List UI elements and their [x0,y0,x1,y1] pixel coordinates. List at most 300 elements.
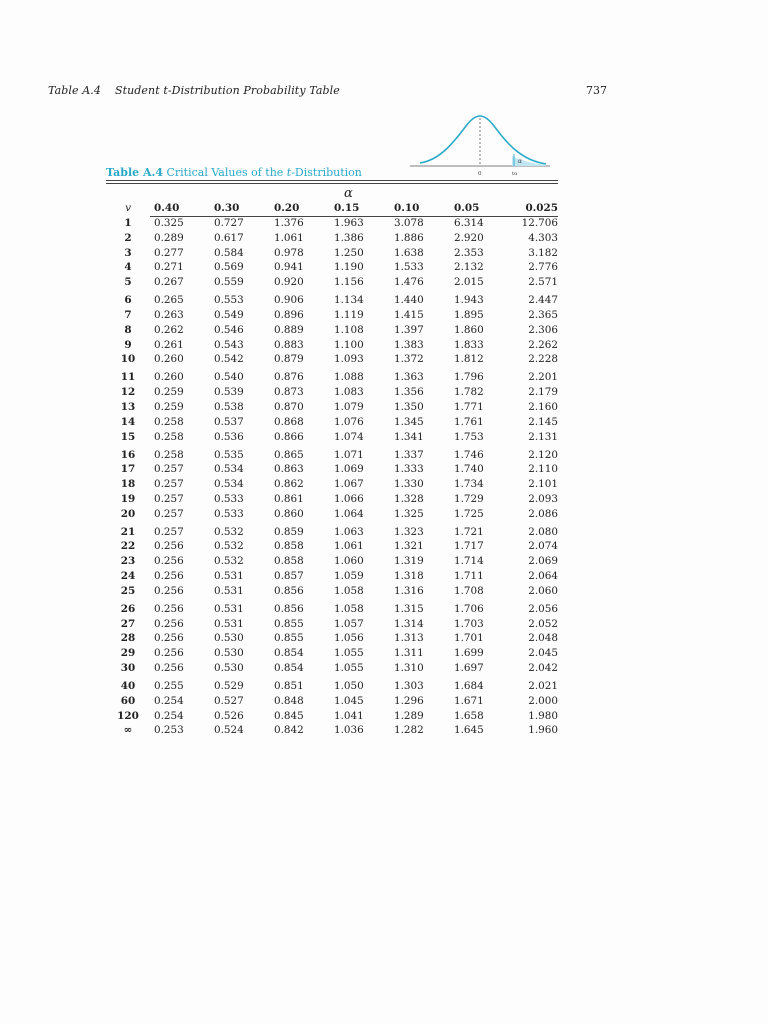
value-cell: 0.254 [154,709,184,722]
value-cell: 1.315 [394,602,424,615]
table-row [106,308,558,323]
value-cell: 1.345 [394,415,424,428]
running-head-title: Student t-Distribution Probability Table [114,84,340,97]
value-cell: 2.776 [528,261,558,274]
value-cell: 2.228 [528,353,558,366]
value-cell: 2.110 [528,463,558,476]
value-cell: 2.015 [454,276,484,289]
df-cell: 15 [120,430,136,443]
value-cell: 0.559 [214,276,244,289]
value-cell: 2.201 [528,371,558,384]
table-row [106,462,558,477]
value-cell: 1.061 [334,540,364,553]
value-cell: 1.058 [334,602,364,615]
header-cell-nu: v [125,202,131,214]
table-caption [106,166,362,179]
value-cell: 1.645 [454,724,484,737]
value-cell: 1.069 [334,463,364,476]
value-cell: 1.782 [454,386,484,399]
value-cell: 0.868 [274,415,304,428]
value-cell: 1.734 [454,478,484,491]
value-cell: 0.863 [274,463,304,476]
df-cell: 12 [120,386,136,399]
table-row [106,723,558,738]
value-cell: 1.067 [334,478,364,491]
value-cell: 0.253 [154,724,184,737]
value-cell: 0.537 [214,415,244,428]
value-cell: 1.055 [334,647,364,660]
value-cell: 0.865 [274,448,304,461]
value-cell: 2.160 [528,400,558,413]
value-cell: 0.259 [154,386,184,399]
table-row [106,676,558,694]
table-row [106,444,558,462]
value-cell: 1.860 [454,323,484,336]
value-cell: 0.876 [274,371,304,384]
value-cell: 1.796 [454,371,484,384]
df-cell: 30 [120,662,136,675]
value-cell: 1.036 [334,724,364,737]
df-cell: 40 [120,680,136,693]
t-distribution-curve-figure [408,108,558,182]
table-row [106,415,558,430]
table-row [106,477,558,492]
value-cell: 2.306 [528,323,558,336]
value-cell: 0.260 [154,353,184,366]
df-cell: 2 [124,231,132,244]
header-cell-0.025: 0.025 [525,202,558,214]
value-cell: 0.263 [154,308,184,321]
value-cell: 2.074 [528,540,558,553]
value-cell: 0.543 [214,338,244,351]
value-cell: 0.941 [274,261,304,274]
value-cell: 1.699 [454,647,484,660]
table-row [106,709,558,724]
value-cell: 1.980 [528,709,558,722]
value-cell: 1.058 [334,584,364,597]
value-cell: 0.855 [274,632,304,645]
value-cell: 1.658 [454,709,484,722]
value-cell: 0.531 [214,602,244,615]
df-cell: 22 [120,540,136,553]
value-cell: 0.873 [274,386,304,399]
value-cell: 0.256 [154,584,184,597]
value-cell: 0.870 [274,400,304,413]
table-row [106,367,558,385]
value-cell: 1.289 [394,709,424,722]
value-cell: 1.711 [454,570,484,583]
value-cell: 1.321 [394,540,424,553]
value-cell: 2.093 [528,492,558,505]
value-cell: 1.761 [454,415,484,428]
value-cell: 1.059 [334,570,364,583]
value-cell: 0.848 [274,694,304,707]
table-row [106,231,558,246]
value-cell: 0.271 [154,261,184,274]
value-cell: 1.746 [454,448,484,461]
value-cell: 2.042 [528,662,558,675]
value-cell: 1.303 [394,680,424,693]
df-cell: 6 [124,294,132,307]
value-cell: 0.256 [154,647,184,660]
df-cell: 14 [120,415,136,428]
value-cell: 0.257 [154,492,184,505]
header-cell-0.15: 0.15 [334,202,360,214]
alpha-header: α [344,186,353,201]
header-cell-0.30: 0.30 [214,202,240,214]
value-cell: 1.960 [528,724,558,737]
value-cell: 1.714 [454,555,484,568]
table-row [106,260,558,275]
value-cell: 0.536 [214,430,244,443]
value-cell: 1.963 [334,217,364,229]
table-row [106,290,558,308]
value-cell: 1.440 [394,294,424,307]
table-row [106,385,558,400]
value-cell: 0.530 [214,647,244,660]
value-cell: 2.353 [454,246,484,259]
value-cell: 0.530 [214,632,244,645]
value-cell: 1.886 [394,231,424,244]
value-cell: 0.267 [154,276,184,289]
value-cell: 1.729 [454,492,484,505]
value-cell: 1.045 [334,694,364,707]
value-cell: 1.328 [394,492,424,505]
table-row [106,554,558,569]
value-cell: 0.538 [214,400,244,413]
value-cell: 1.079 [334,400,364,413]
df-cell: 17 [120,463,136,476]
value-cell: 0.854 [274,662,304,675]
value-cell: 0.277 [154,246,184,259]
value-cell: 1.703 [454,617,484,630]
value-cell: 0.256 [154,662,184,675]
df-cell: 25 [120,584,136,597]
value-cell: 0.851 [274,680,304,693]
value-cell: 1.363 [394,371,424,384]
value-cell: 0.858 [274,540,304,553]
value-cell: 1.100 [334,338,364,351]
value-cell: 0.542 [214,353,244,366]
value-cell: 1.071 [334,448,364,461]
value-cell: 1.833 [454,338,484,351]
caption-t-letter: t [286,166,292,179]
value-cell: 1.706 [454,602,484,615]
value-cell: 0.526 [214,709,244,722]
value-cell: 0.531 [214,584,244,597]
value-cell: 2.132 [454,261,484,274]
df-cell: 1 [124,217,132,229]
value-cell: 0.256 [154,555,184,568]
value-cell: 2.052 [528,617,558,630]
table-row [106,694,558,709]
value-cell: 1.333 [394,463,424,476]
df-cell: 19 [120,492,136,505]
header-cell-0.40: 0.40 [154,202,180,214]
value-cell: 0.539 [214,386,244,399]
value-cell: 2.048 [528,632,558,645]
value-cell: 1.319 [394,555,424,568]
value-cell: 2.080 [528,525,558,538]
df-cell: 23 [120,555,136,568]
top-rule-2 [106,183,558,184]
value-cell: 0.262 [154,323,184,336]
df-cell: 18 [120,478,136,491]
value-cell: 0.533 [214,507,244,520]
value-cell: 0.256 [154,617,184,630]
value-cell: 0.256 [154,602,184,615]
value-cell: 0.532 [214,525,244,538]
value-cell: 2.086 [528,507,558,520]
value-cell: 1.119 [334,308,364,321]
value-cell: 1.684 [454,680,484,693]
value-cell: 1.350 [394,400,424,413]
value-cell: 0.529 [214,680,244,693]
value-cell: 0.858 [274,555,304,568]
value-cell: 0.546 [214,323,244,336]
value-cell: 0.866 [274,430,304,443]
df-cell: ∞ [123,724,133,737]
value-cell: 1.190 [334,261,364,274]
value-cell: 0.856 [274,584,304,597]
df-cell: 60 [120,694,136,707]
value-cell: 0.257 [154,463,184,476]
value-cell: 1.057 [334,617,364,630]
value-cell: 2.021 [528,680,558,693]
value-cell: 0.549 [214,308,244,321]
value-cell: 0.256 [154,632,184,645]
df-cell: 9 [124,338,132,351]
value-cell: 0.261 [154,338,184,351]
header-row [106,200,558,216]
df-cell: 4 [124,261,132,274]
value-cell: 1.372 [394,353,424,366]
value-cell: 0.527 [214,694,244,707]
value-cell: 1.066 [334,492,364,505]
value-cell: 1.076 [334,415,364,428]
table-row [106,569,558,584]
value-cell: 1.721 [454,525,484,538]
value-cell: 0.524 [214,724,244,737]
value-cell: 0.258 [154,415,184,428]
value-cell: 2.101 [528,478,558,491]
value-cell: 0.258 [154,448,184,461]
value-cell: 0.289 [154,231,184,244]
value-cell: 2.000 [528,694,558,707]
value-cell: 2.179 [528,386,558,399]
value-cell: 1.740 [454,463,484,476]
df-cell: 16 [120,448,136,461]
value-cell: 1.356 [394,386,424,399]
table-row [106,323,558,338]
value-cell: 0.531 [214,617,244,630]
value-cell: 0.860 [274,507,304,520]
value-cell: 1.083 [334,386,364,399]
value-cell: 1.250 [334,246,364,259]
table-row [106,599,558,617]
value-cell: 3.078 [394,217,424,229]
df-cell: 13 [120,400,136,413]
value-cell: 0.533 [214,492,244,505]
value-cell: 0.254 [154,694,184,707]
value-cell: 0.896 [274,308,304,321]
value-cell: 0.842 [274,724,304,737]
table-row [106,507,558,522]
header-cell-0.05: 0.05 [454,202,480,214]
value-cell: 0.257 [154,525,184,538]
value-cell: 0.532 [214,555,244,568]
df-cell: 3 [124,246,132,259]
value-cell: 0.265 [154,294,184,307]
value-cell: 1.134 [334,294,364,307]
df-cell: 5 [124,276,132,289]
table-body [106,216,558,738]
df-cell: 29 [120,647,136,660]
value-cell: 2.571 [528,276,558,289]
value-cell: 1.050 [334,680,364,693]
value-cell: 1.671 [454,694,484,707]
value-cell: 1.156 [334,276,364,289]
df-cell: 120 [117,709,139,722]
value-cell: 0.257 [154,507,184,520]
value-cell: 1.701 [454,632,484,645]
value-cell: 1.717 [454,540,484,553]
value-cell: 1.108 [334,323,364,336]
value-cell: 3.182 [528,246,558,259]
value-cell: 2.120 [528,448,558,461]
value-cell: 1.376 [274,217,304,229]
df-cell: 11 [120,371,136,384]
table-row [106,275,558,290]
page-number: 737 [586,84,607,97]
value-cell: 1.638 [394,246,424,259]
value-cell: 1.311 [394,647,424,660]
value-cell: 2.920 [454,231,484,244]
value-cell: 0.856 [274,602,304,615]
value-cell: 2.365 [528,308,558,321]
value-cell: 0.727 [214,217,244,229]
value-cell: 1.093 [334,353,364,366]
value-cell: 0.855 [274,617,304,630]
value-cell: 2.069 [528,555,558,568]
value-cell: 1.753 [454,430,484,443]
value-cell: 2.045 [528,647,558,660]
value-cell: 1.063 [334,525,364,538]
df-cell: 10 [120,353,136,366]
top-rule-1 [106,180,558,181]
value-cell: 1.316 [394,584,424,597]
df-cell: 27 [120,617,136,630]
value-cell: 0.883 [274,338,304,351]
running-head-table-ref: Table A.4 [48,84,101,97]
table-row [106,522,558,540]
value-cell: 1.697 [454,662,484,675]
value-cell: 0.258 [154,430,184,443]
value-cell: 0.260 [154,371,184,384]
value-cell: 0.256 [154,540,184,553]
value-cell: 0.906 [274,294,304,307]
value-cell: 0.857 [274,570,304,583]
df-cell: 8 [124,323,132,336]
value-cell: 1.330 [394,478,424,491]
value-cell: 2.056 [528,602,558,615]
df-cell: 21 [120,525,136,538]
value-cell: 2.447 [528,294,558,307]
value-cell: 1.943 [454,294,484,307]
value-cell: 1.061 [274,231,304,244]
value-cell: 1.314 [394,617,424,630]
table-row [106,352,558,367]
df-cell: 20 [120,507,136,520]
value-cell: 1.337 [394,448,424,461]
value-cell: 0.584 [214,246,244,259]
value-cell: 1.282 [394,724,424,737]
value-cell: 1.323 [394,525,424,538]
value-cell: 0.257 [154,478,184,491]
table-row [106,661,558,676]
caption-label: Table A.4 [106,166,163,179]
value-cell: 0.553 [214,294,244,307]
value-cell: 0.534 [214,463,244,476]
value-cell: 2.262 [528,338,558,351]
value-cell: 0.532 [214,540,244,553]
table-row [106,492,558,507]
value-cell: 0.862 [274,478,304,491]
value-cell: 1.310 [394,662,424,675]
value-cell: 1.708 [454,584,484,597]
value-cell: 2.145 [528,415,558,428]
value-cell: 1.771 [454,400,484,413]
value-cell: 12.706 [521,217,558,229]
value-cell: 0.854 [274,647,304,660]
value-cell: 1.383 [394,338,424,351]
table-row [106,216,558,231]
value-cell: 0.531 [214,570,244,583]
value-cell: 0.859 [274,525,304,538]
value-cell: 0.889 [274,323,304,336]
caption-text-before: Critical Values of the [166,166,287,179]
table-row [106,338,558,353]
value-cell: 0.569 [214,261,244,274]
value-cell: 1.296 [394,694,424,707]
value-cell: 6.314 [454,217,484,229]
table-row [106,430,558,445]
value-cell: 0.530 [214,662,244,675]
value-cell: 0.534 [214,478,244,491]
caption-text-after: -Distribution [291,166,362,179]
value-cell: 1.074 [334,430,364,443]
value-cell: 1.056 [334,632,364,645]
value-cell: 1.397 [394,323,424,336]
value-cell: 1.318 [394,570,424,583]
value-cell: 0.978 [274,246,304,259]
value-cell: 0.845 [274,709,304,722]
value-cell: 1.415 [394,308,424,321]
value-cell: 2.060 [528,584,558,597]
value-cell: 1.313 [394,632,424,645]
df-cell: 26 [120,602,136,615]
value-cell: 1.088 [334,371,364,384]
value-cell: 1.533 [394,261,424,274]
value-cell: 0.535 [214,448,244,461]
value-cell: 0.879 [274,353,304,366]
value-cell: 1.812 [454,353,484,366]
value-cell: 0.920 [274,276,304,289]
value-cell: 1.041 [334,709,364,722]
table-row [106,539,558,554]
zero-label: 0 [478,171,482,177]
value-cell: 2.064 [528,570,558,583]
